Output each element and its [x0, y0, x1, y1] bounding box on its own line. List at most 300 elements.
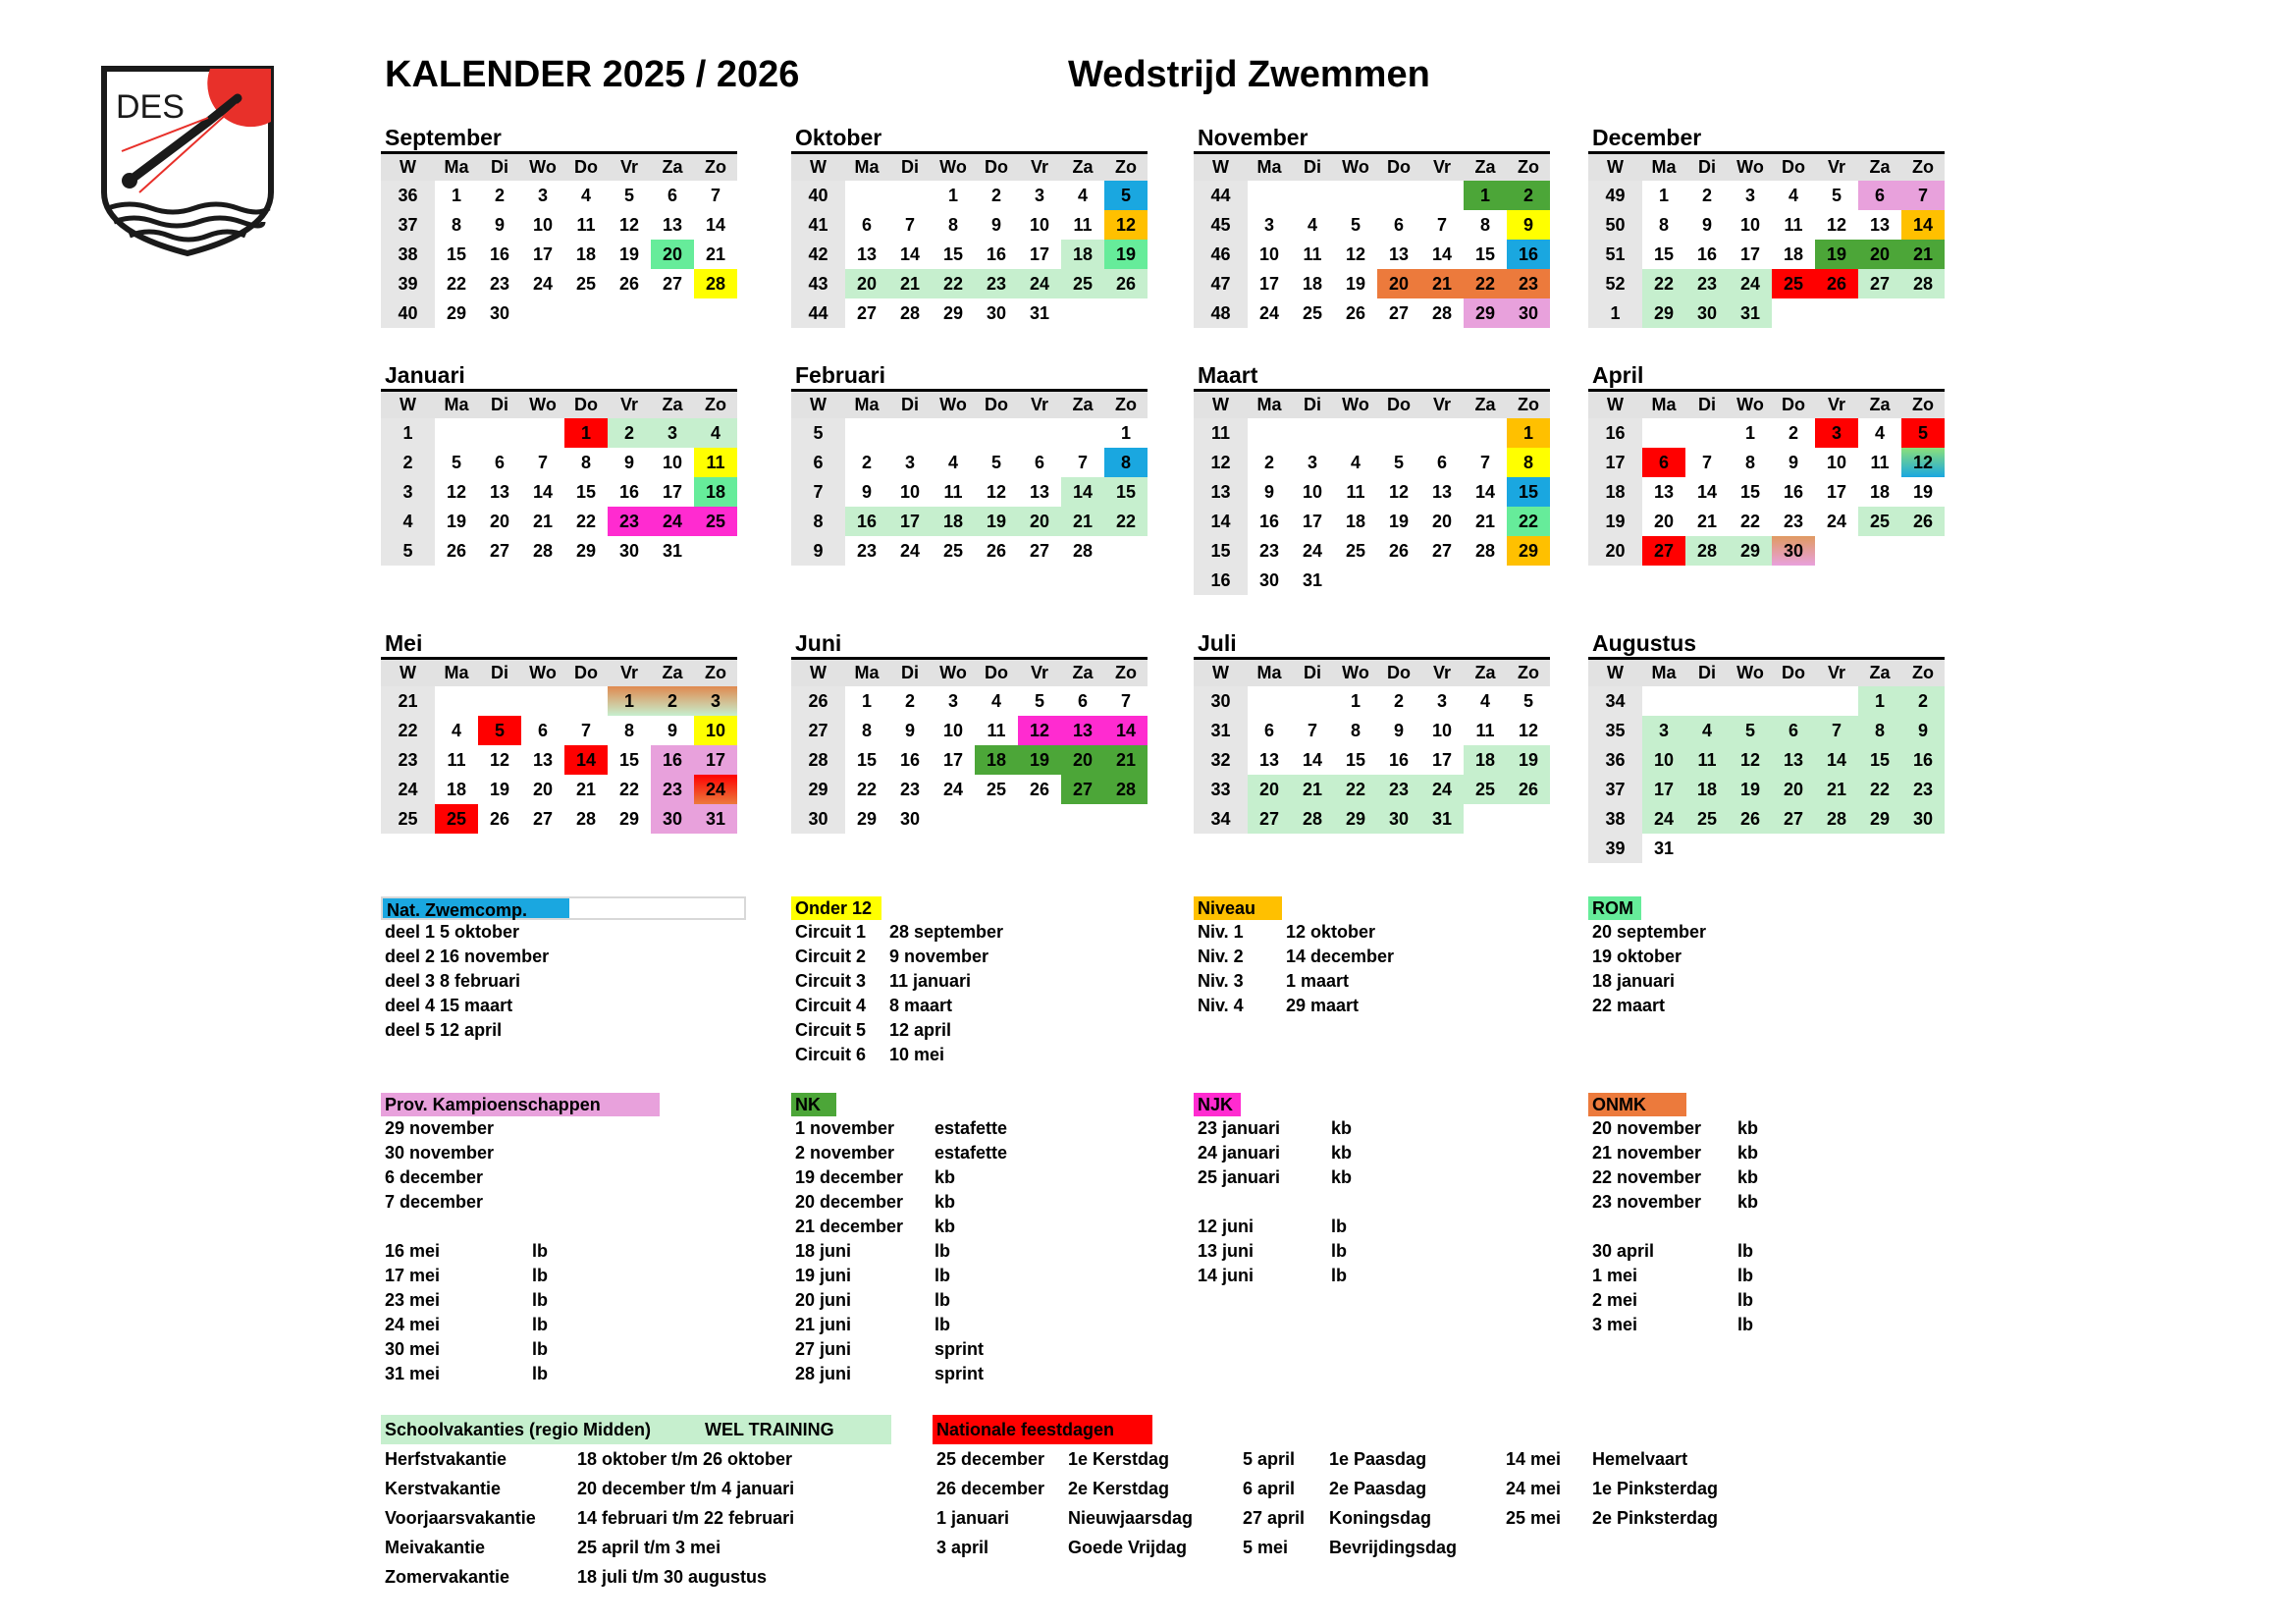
day-cell: 2: [990, 185, 1001, 205]
day-cell: 29: [575, 540, 597, 561]
week-number: 40: [381, 298, 435, 328]
week-row: [1588, 298, 1945, 328]
item-label: Niv. 3: [1198, 971, 1244, 991]
day-cell: 6: [1642, 448, 1685, 477]
item-label: 25 januari: [1198, 1167, 1281, 1187]
weekday-header: Vr: [1018, 659, 1061, 687]
item-label: 14 mei: [1506, 1449, 1562, 1469]
item-value: kb: [934, 1217, 956, 1236]
month-augustus: [1588, 629, 1945, 863]
week-number: 41: [791, 210, 845, 240]
weekday-header: Do: [564, 153, 608, 182]
week-number: 3: [381, 477, 435, 507]
week-row: [1588, 477, 1945, 507]
day-cell: 31: [1302, 569, 1323, 590]
day-cell: 28: [694, 269, 737, 298]
page-title: KALENDER 2025 / 2026: [385, 54, 800, 95]
day-cell: 25: [1345, 540, 1366, 561]
day-cell: 6: [1393, 214, 1404, 235]
item-value: 12 april: [889, 1020, 952, 1040]
empty-cell: [1685, 834, 1729, 863]
month-table: [1588, 389, 1945, 566]
day-cell: 11: [943, 481, 963, 502]
week-header: W: [1588, 391, 1642, 419]
week-number: 39: [381, 269, 435, 298]
month-table: [381, 657, 737, 834]
week-row: [381, 775, 737, 804]
empty-cell: [1377, 418, 1420, 448]
day-cell: 27: [1388, 302, 1410, 323]
empty-cell: [1901, 298, 1945, 328]
weekday-header: Vr: [1815, 153, 1858, 182]
day-cell: 15: [1653, 244, 1675, 264]
item-label: 19 oktober: [1592, 947, 1682, 966]
weekday-header: Vr: [1420, 659, 1464, 687]
empty-cell: [888, 181, 932, 210]
item-value: 2e Kerstdag: [1068, 1479, 1170, 1498]
week-number: 48: [1194, 298, 1248, 328]
day-cell: 13: [532, 749, 554, 770]
list-item: [1502, 1503, 1757, 1533]
month-juni: [791, 629, 1148, 834]
day-cell: 7: [1901, 181, 1945, 210]
day-cell: 3: [1436, 690, 1447, 711]
weekday-header: Vr: [608, 153, 651, 182]
day-cell: 10: [942, 720, 964, 740]
week-row: [381, 745, 737, 775]
day-cell: 12: [618, 214, 640, 235]
list-item: [933, 1533, 1227, 1562]
weekday-header: Za: [651, 659, 694, 687]
week-number: 25: [381, 804, 435, 834]
day-cell: 7: [537, 452, 548, 472]
list-item: [381, 1165, 774, 1190]
day-cell: 23: [1377, 775, 1420, 804]
day-cell: 5: [623, 185, 634, 205]
day-cell: 29: [856, 808, 878, 829]
item-label: 26 december: [936, 1479, 1045, 1498]
week-number: 21: [381, 686, 435, 716]
day-cell: 11: [1346, 481, 1365, 502]
list-item: [791, 1313, 1184, 1337]
day-cell: 16: [1901, 745, 1945, 775]
day-cell: 29: [1642, 298, 1685, 328]
list-item: [1194, 1165, 1586, 1190]
weekday-header: Ma: [845, 153, 888, 182]
day-cell: 23: [1783, 511, 1804, 531]
list-item: [791, 1165, 1184, 1190]
day-cell: 19: [1729, 775, 1772, 804]
week-row: [381, 240, 737, 269]
day-cell: 22: [856, 779, 878, 799]
week-number: 31: [1194, 716, 1248, 745]
weekday-header: Za: [1061, 153, 1104, 182]
day-cell: 7: [1307, 720, 1317, 740]
day-cell: 28: [1072, 540, 1094, 561]
day-cell: 17: [942, 749, 964, 770]
day-cell: 18: [694, 477, 737, 507]
day-cell: 30: [618, 540, 640, 561]
week-row: [1588, 775, 1945, 804]
weekday-header: Wo: [1334, 659, 1377, 687]
day-cell: 23: [1258, 540, 1280, 561]
day-cell: 15: [446, 244, 467, 264]
day-cell: 3: [1263, 214, 1274, 235]
item-label: 30 mei: [385, 1339, 441, 1359]
day-cell: 2: [494, 185, 505, 205]
week-number: 15: [1194, 536, 1248, 566]
item-label: 22 maart: [1592, 996, 1666, 1015]
day-cell: 27: [1029, 540, 1050, 561]
day-cell: 9: [1901, 716, 1945, 745]
day-cell: 13: [1258, 749, 1280, 770]
week-header: W: [1588, 659, 1642, 687]
weekday-header: Vr: [1815, 391, 1858, 419]
legend-njk: [1194, 1093, 1586, 1288]
day-cell: 19: [618, 244, 640, 264]
list-item: [1588, 1288, 1981, 1313]
item-value: kb: [1331, 1143, 1353, 1163]
week-row: [1588, 418, 1945, 448]
week-row: [791, 716, 1148, 745]
list-item: [381, 1362, 774, 1386]
day-cell: 21: [1061, 507, 1104, 536]
item-value: lb: [1737, 1241, 1753, 1261]
week-row: [791, 804, 1148, 834]
empty-cell: [1858, 536, 1901, 566]
day-cell: 6: [1034, 452, 1044, 472]
empty-cell: [478, 418, 521, 448]
day-cell: 1: [1464, 181, 1507, 210]
day-cell: 25: [1772, 269, 1815, 298]
day-cell: 22: [1334, 775, 1377, 804]
item-value: 1e Paasdag: [1329, 1449, 1427, 1469]
item-value: 28 september: [889, 922, 1004, 942]
day-cell: 13: [662, 214, 683, 235]
day-cell: 19: [1815, 240, 1858, 269]
item-label: 23 mei: [385, 1290, 441, 1310]
week-header: W: [381, 391, 435, 419]
day-cell: 30: [1258, 569, 1280, 590]
item-value: 8 maart: [889, 996, 953, 1015]
page-subtitle: Wedstrijd Zwemmen: [1068, 54, 1430, 95]
day-cell: 22: [1858, 775, 1901, 804]
week-row: [791, 210, 1148, 240]
day-cell: 8: [1479, 214, 1490, 235]
weekday-header: Ma: [845, 391, 888, 419]
day-cell: 5: [1729, 716, 1772, 745]
day-cell: 27: [1431, 540, 1453, 561]
day-cell: 9: [1701, 214, 1712, 235]
week-row: [381, 269, 737, 298]
month-name: Mei: [385, 630, 423, 656]
day-cell: 31: [662, 540, 683, 561]
day-cell: 12: [1826, 214, 1847, 235]
week-row: [1194, 477, 1550, 507]
item-label: 21 juni: [795, 1315, 852, 1334]
list-item: [1194, 920, 1586, 945]
weekday-header: Wo: [1729, 391, 1772, 419]
list-item: [791, 1018, 1184, 1043]
day-cell: 25: [942, 540, 964, 561]
empty-cell: [1815, 298, 1858, 328]
day-cell: 6: [861, 214, 872, 235]
day-cell: 22: [1642, 269, 1685, 298]
empty-cell: [1642, 418, 1685, 448]
day-cell: 1: [1120, 422, 1131, 443]
list-item: [1588, 1141, 1981, 1165]
item-value: lb: [532, 1266, 548, 1285]
week-row: [791, 686, 1148, 716]
week-number: 30: [1194, 686, 1248, 716]
week-row: [791, 536, 1148, 566]
empty-cell: [1642, 686, 1685, 716]
week-number: 11: [1194, 418, 1248, 448]
empty-cell: [1464, 418, 1507, 448]
day-cell: 23: [608, 507, 651, 536]
list-item: [381, 1337, 774, 1362]
weekday-header: Di: [1291, 153, 1334, 182]
day-cell: 25: [1858, 507, 1901, 536]
month-december: [1588, 124, 1945, 328]
weekday-header: Za: [1858, 153, 1901, 182]
empty-cell: [1772, 686, 1815, 716]
weekday-header: Ma: [845, 659, 888, 687]
week-row: [1194, 210, 1550, 240]
day-cell: 5: [451, 452, 461, 472]
day-cell: 26: [1104, 269, 1148, 298]
day-cell: 21: [1104, 745, 1148, 775]
day-cell: 25: [1464, 775, 1507, 804]
weekday-header: Wo: [1729, 153, 1772, 182]
day-cell: 11: [1073, 214, 1093, 235]
day-cell: 5: [1104, 181, 1148, 210]
day-cell: 10: [1826, 452, 1847, 472]
empty-cell: [845, 181, 888, 210]
month-maart: [1194, 361, 1550, 595]
week-row: [791, 448, 1148, 477]
list-item: [933, 1503, 1227, 1533]
day-cell: 21: [1291, 775, 1334, 804]
item-value: lb: [532, 1315, 548, 1334]
day-cell: 21: [1474, 511, 1496, 531]
weekday-header: Ma: [1248, 391, 1291, 419]
empty-cell: [1061, 298, 1104, 328]
weekday-header: Wo: [932, 153, 975, 182]
weekday-header: Vr: [608, 659, 651, 687]
empty-cell: [521, 418, 564, 448]
item-value: 11 januari: [889, 971, 972, 991]
day-cell: 22: [932, 269, 975, 298]
empty-cell: [1291, 418, 1334, 448]
day-cell: 13: [856, 244, 878, 264]
list-item: [381, 1288, 774, 1313]
day-cell: 10: [1642, 745, 1685, 775]
week-row: [381, 477, 737, 507]
item-label: 12 juni: [1198, 1217, 1255, 1236]
empty-cell: [1018, 418, 1061, 448]
empty-cell: [1464, 566, 1507, 595]
week-number: 45: [1194, 210, 1248, 240]
empty-cell: [1858, 298, 1901, 328]
empty-cell: [1685, 418, 1729, 448]
list-item: [1588, 1215, 1981, 1239]
day-cell: 16: [651, 745, 694, 775]
empty-cell: [694, 536, 737, 566]
weekday-header: Vr: [608, 391, 651, 419]
item-label: deel 3 8 februari: [385, 971, 521, 991]
legend-nat-zwemcomp: [381, 896, 746, 1043]
day-cell: 4: [1479, 690, 1490, 711]
week-number: 7: [791, 477, 845, 507]
list-item: [1194, 969, 1586, 994]
day-cell: 18: [1869, 481, 1891, 502]
weekday-header: Di: [1291, 659, 1334, 687]
day-cell: 5: [1901, 418, 1945, 448]
weekday-header: Zo: [694, 391, 737, 419]
day-cell: 13: [1388, 244, 1410, 264]
empty-cell: [1334, 181, 1377, 210]
empty-cell: [435, 418, 478, 448]
day-cell: 23: [1507, 269, 1550, 298]
item-value: 9 november: [889, 947, 989, 966]
day-cell: 23: [1901, 775, 1945, 804]
month-table: [791, 389, 1148, 566]
day-cell: 17: [1302, 511, 1323, 531]
item-value: kb: [1331, 1167, 1353, 1187]
week-number: 1: [1588, 298, 1642, 328]
week-number: 52: [1588, 269, 1642, 298]
item-value: lb: [1737, 1290, 1753, 1310]
day-cell: 18: [1783, 244, 1804, 264]
item-value: 18 oktober t/m 26 oktober: [577, 1449, 793, 1469]
month-name: Februari: [795, 362, 886, 388]
day-cell: 24: [1258, 302, 1280, 323]
list-item: [1194, 1239, 1586, 1264]
item-label: 27 juni: [795, 1339, 852, 1359]
item-label: deel 2 16 november: [385, 947, 550, 966]
week-row: [381, 181, 737, 210]
day-cell: 29: [1858, 804, 1901, 834]
day-cell: 3: [694, 686, 737, 716]
empty-cell: [1729, 834, 1772, 863]
day-cell: 2: [651, 686, 694, 716]
week-number: 36: [1588, 745, 1642, 775]
list-item: [1588, 1239, 1981, 1264]
item-label: 31 mei: [385, 1364, 441, 1383]
empty-cell: [1858, 834, 1901, 863]
empty-cell: [1334, 418, 1377, 448]
day-cell: 16: [845, 507, 888, 536]
item-label: 1 januari: [936, 1508, 1010, 1528]
day-cell: 28: [1104, 775, 1148, 804]
week-row: [381, 210, 737, 240]
weekday-header: Ma: [1642, 153, 1685, 182]
day-cell: 1: [1507, 418, 1550, 448]
week-number: 17: [1588, 448, 1642, 477]
day-cell: 9: [623, 452, 634, 472]
week-number: 43: [791, 269, 845, 298]
week-number: 4: [381, 507, 435, 536]
weekday-header: Zo: [694, 659, 737, 687]
day-cell: 16: [1783, 481, 1804, 502]
week-row: [381, 298, 737, 328]
item-value: kb: [1737, 1167, 1759, 1187]
month-name: Juni: [795, 630, 842, 656]
day-cell: 15: [856, 749, 878, 770]
day-cell: 14: [1061, 477, 1104, 507]
weekday-header: Di: [1685, 153, 1729, 182]
day-cell: 4: [990, 690, 1001, 711]
list-item: [1239, 1533, 1494, 1562]
day-cell: 15: [1739, 481, 1761, 502]
day-cell: 13: [1029, 481, 1050, 502]
legend-onmk: [1588, 1093, 1981, 1337]
week-row: [1588, 716, 1945, 745]
weekday-header: Vr: [1815, 659, 1858, 687]
legend-title: Onder 12: [791, 896, 881, 920]
legend-title: ONMK: [1588, 1093, 1686, 1116]
empty-cell: [1291, 686, 1334, 716]
day-cell: 13: [1772, 745, 1815, 775]
empty-cell: [1901, 834, 1945, 863]
item-value: 1e Pinksterdag: [1592, 1479, 1719, 1498]
list-item: [1194, 994, 1586, 1018]
day-cell: 18: [446, 779, 467, 799]
day-cell: 5: [478, 716, 521, 745]
week-header: W: [381, 659, 435, 687]
day-cell: 16: [489, 244, 510, 264]
day-cell: 27: [1061, 775, 1104, 804]
day-cell: 10: [899, 481, 921, 502]
day-cell: 4: [580, 185, 591, 205]
day-cell: 3: [1642, 716, 1685, 745]
day-cell: 26: [618, 273, 640, 294]
day-cell: 15: [1104, 477, 1148, 507]
day-cell: 14: [899, 244, 921, 264]
day-cell: 6: [1858, 181, 1901, 210]
day-cell: 10: [532, 214, 554, 235]
day-cell: 12: [489, 749, 510, 770]
weekday-header: Zo: [1901, 391, 1945, 419]
day-cell: 17: [694, 745, 737, 775]
list-item: [1588, 945, 1883, 969]
day-cell: 18: [1685, 775, 1729, 804]
day-cell: 19: [975, 507, 1018, 536]
day-cell: 16: [899, 749, 921, 770]
weekday-header: Di: [888, 391, 932, 419]
week-number: 36: [381, 181, 435, 210]
school-title: Schoolvakanties (regio Midden): [385, 1420, 652, 1439]
day-cell: 24: [942, 779, 964, 799]
item-label: Meivakantie: [385, 1538, 486, 1557]
item-label: 29 november: [385, 1118, 495, 1138]
day-cell: 17: [888, 507, 932, 536]
list-item: [381, 1503, 891, 1533]
item-label: deel 4 15 maart: [385, 996, 513, 1015]
item-label: 24 mei: [1506, 1479, 1562, 1498]
day-cell: 14: [1474, 481, 1496, 502]
item-label: 5 mei: [1243, 1538, 1289, 1557]
list-item: [381, 1215, 774, 1239]
day-cell: 30: [1507, 298, 1550, 328]
list-item: [1502, 1474, 1757, 1503]
item-value: sprint: [934, 1364, 985, 1383]
week-number: 46: [1194, 240, 1248, 269]
item-label: 18 juni: [795, 1241, 852, 1261]
item-value: lb: [1331, 1266, 1347, 1285]
empty-cell: [1104, 298, 1148, 328]
